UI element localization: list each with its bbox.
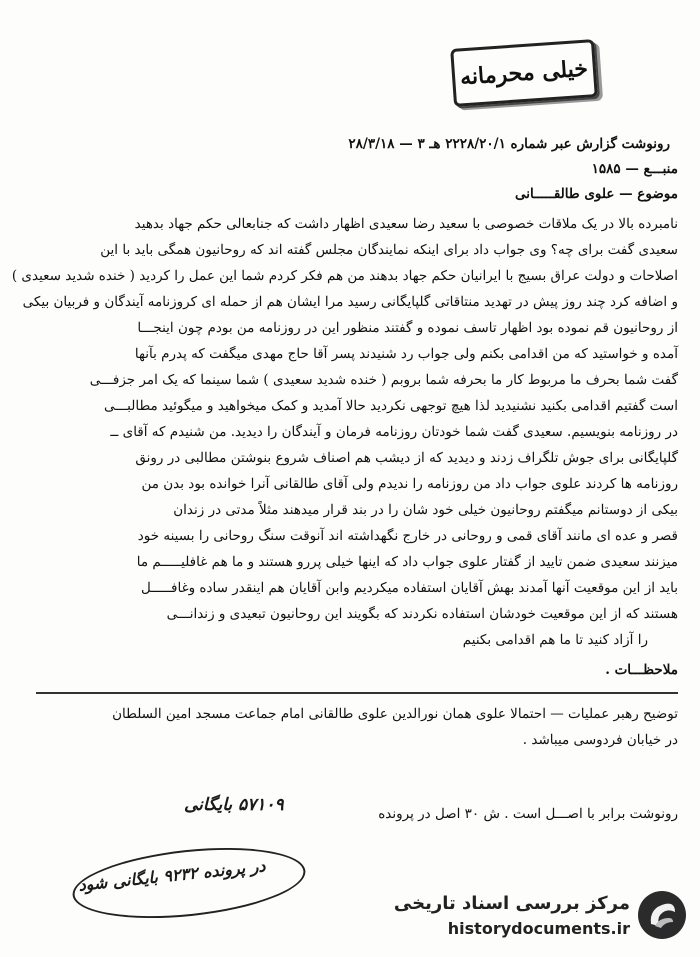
archive-url: historydocuments.ir	[447, 919, 630, 938]
body-line: بیکی از دوستانم میگفتم روحانیون خیلی خود شان را در بند قرار میدهند مثلاً مدتی در زندان	[173, 502, 678, 518]
archive-title: مرکز بررسی اسناد تاریخی	[393, 893, 630, 914]
body-line: هستند که از این موقعیت خودشان استفاده نکردند که بگویند این روحانیون تبعیدی و زندانـــی	[166, 606, 678, 622]
body-line: اصلاحات و دولت عراق بسیج با ایرانیان حکم جهاد بدهند من هم فکر کردم شما این عمل را کردید ( خنده شدید سعیدی )	[11, 268, 678, 284]
body-line: قصر و عده ای مانند آقای قمی و روحانی در خارج نگهداشته اند آنوقت سنگ روحانی را بسینه خود	[137, 528, 678, 544]
stamp-text: خیلی محرمانه	[459, 55, 589, 91]
handwritten-archive-number: ۵۷۱۰۹ بایگانی	[184, 795, 284, 815]
body-line: نامبرده بالا در یک ملاقات خصوصی با سعید رضا سعیدی اظهار داشت که جنابعالی حکم جهاد بدهید	[134, 216, 678, 232]
body-line: است گفتیم اقدامی بکنید نشنیدید لذا هیچ توجهی نکردید حالا آمدید و کمک میخواهید و میگوئید مطالبـــی	[104, 398, 678, 414]
body-line: گفت شما بحرف ما مربوط کار ما بحرفه شما بروبم ( خنده شدید سعیدی ) شما سینما که یک امر جزفـــی	[89, 372, 678, 388]
body-line: را آزاد کنید تا ما هم اقدامی بکنیم	[462, 632, 648, 648]
subject-line: موضوع — علوی طالقـــــانی	[514, 186, 678, 202]
body-line: میزنند سعیدی ضمن تایید از گفتار علوی جواب داد که اینها خیلی پررو هستند و ما هم غافلیـــــم ما	[136, 554, 678, 570]
copy-report-line: رونوشت گزارش عبر شماره ۲۲۲۸/۲۰/۱ هـ ۳ — ۲۸/۳/۱۸	[348, 136, 670, 152]
source-line: منبـــع — ۱۵۸۵	[591, 161, 678, 177]
confidential-stamp	[450, 39, 598, 107]
body-line: آمده و خواستید که من اقدامی بکنم ولی جواب رد شنیدند پسر آقا حاج مهدی میگفت که پدرم بآنها	[134, 346, 678, 362]
body-line: گلپایگانی برای جوش تلگراف زدند و دیدید که از دیشب هم اصناف شروع بنوشتن مطالبی در رونق	[135, 450, 678, 466]
body-line: در روزنامه بنویسیم. سعیدی گفت شما خودتان روزنامه فرمان و آیندگان را دیدید. من شنیدم که آقای ــ	[110, 424, 678, 440]
archive-logo	[393, 889, 690, 947]
certification-line: رونوشت برابر با اصـــل است . ش ۳۰ اصل در پرونده	[378, 806, 678, 822]
body-line: باید از این موقعیت آنها آمدند بهش آقایان استفاده میکردیم وابن آقایان هم اینقدر ساده وغافـــــل	[141, 580, 678, 596]
note-line: توضیح رهبر عملیات — احتمالا علوی همان نورالدین علوی طالقانی امام جماعت مسجد امین السلطان	[112, 706, 678, 722]
body-line: روزنامه ها کردند علوی جواب داد من روزنامه را ندیدم ولی آقای طالقانی آنرا خوانده بود بدن من	[141, 476, 678, 492]
archive-emblem-icon	[638, 891, 686, 939]
separator-rule	[36, 692, 678, 694]
body-line: سعیدی گفت برای چه؟ وی جواب داد برای اینکه نمایندگان مجلس گفته اند که روحانیون همگی باید با این	[100, 242, 678, 258]
body-line: از روحانیون قم نموده بود اظهار تاسف نموده و گفتند منظور این در روزنامه من بودم چون اینجـــا	[137, 320, 678, 336]
handwritten-file-note: در پرونده ۹۲۳۲ بایگانی شود	[77, 856, 267, 895]
note-line: در خیابان فردوسی میباشد .	[522, 732, 678, 748]
body-line: و اضافه کرد چند روز پیش در تهدید منتاقاتی گلپایگانی رسید مرا ایشان هم از حمله ای کروزنامه آیندگان و فربیان بیکی	[22, 294, 678, 310]
closing-line: ملاحظـــات .	[605, 662, 678, 678]
